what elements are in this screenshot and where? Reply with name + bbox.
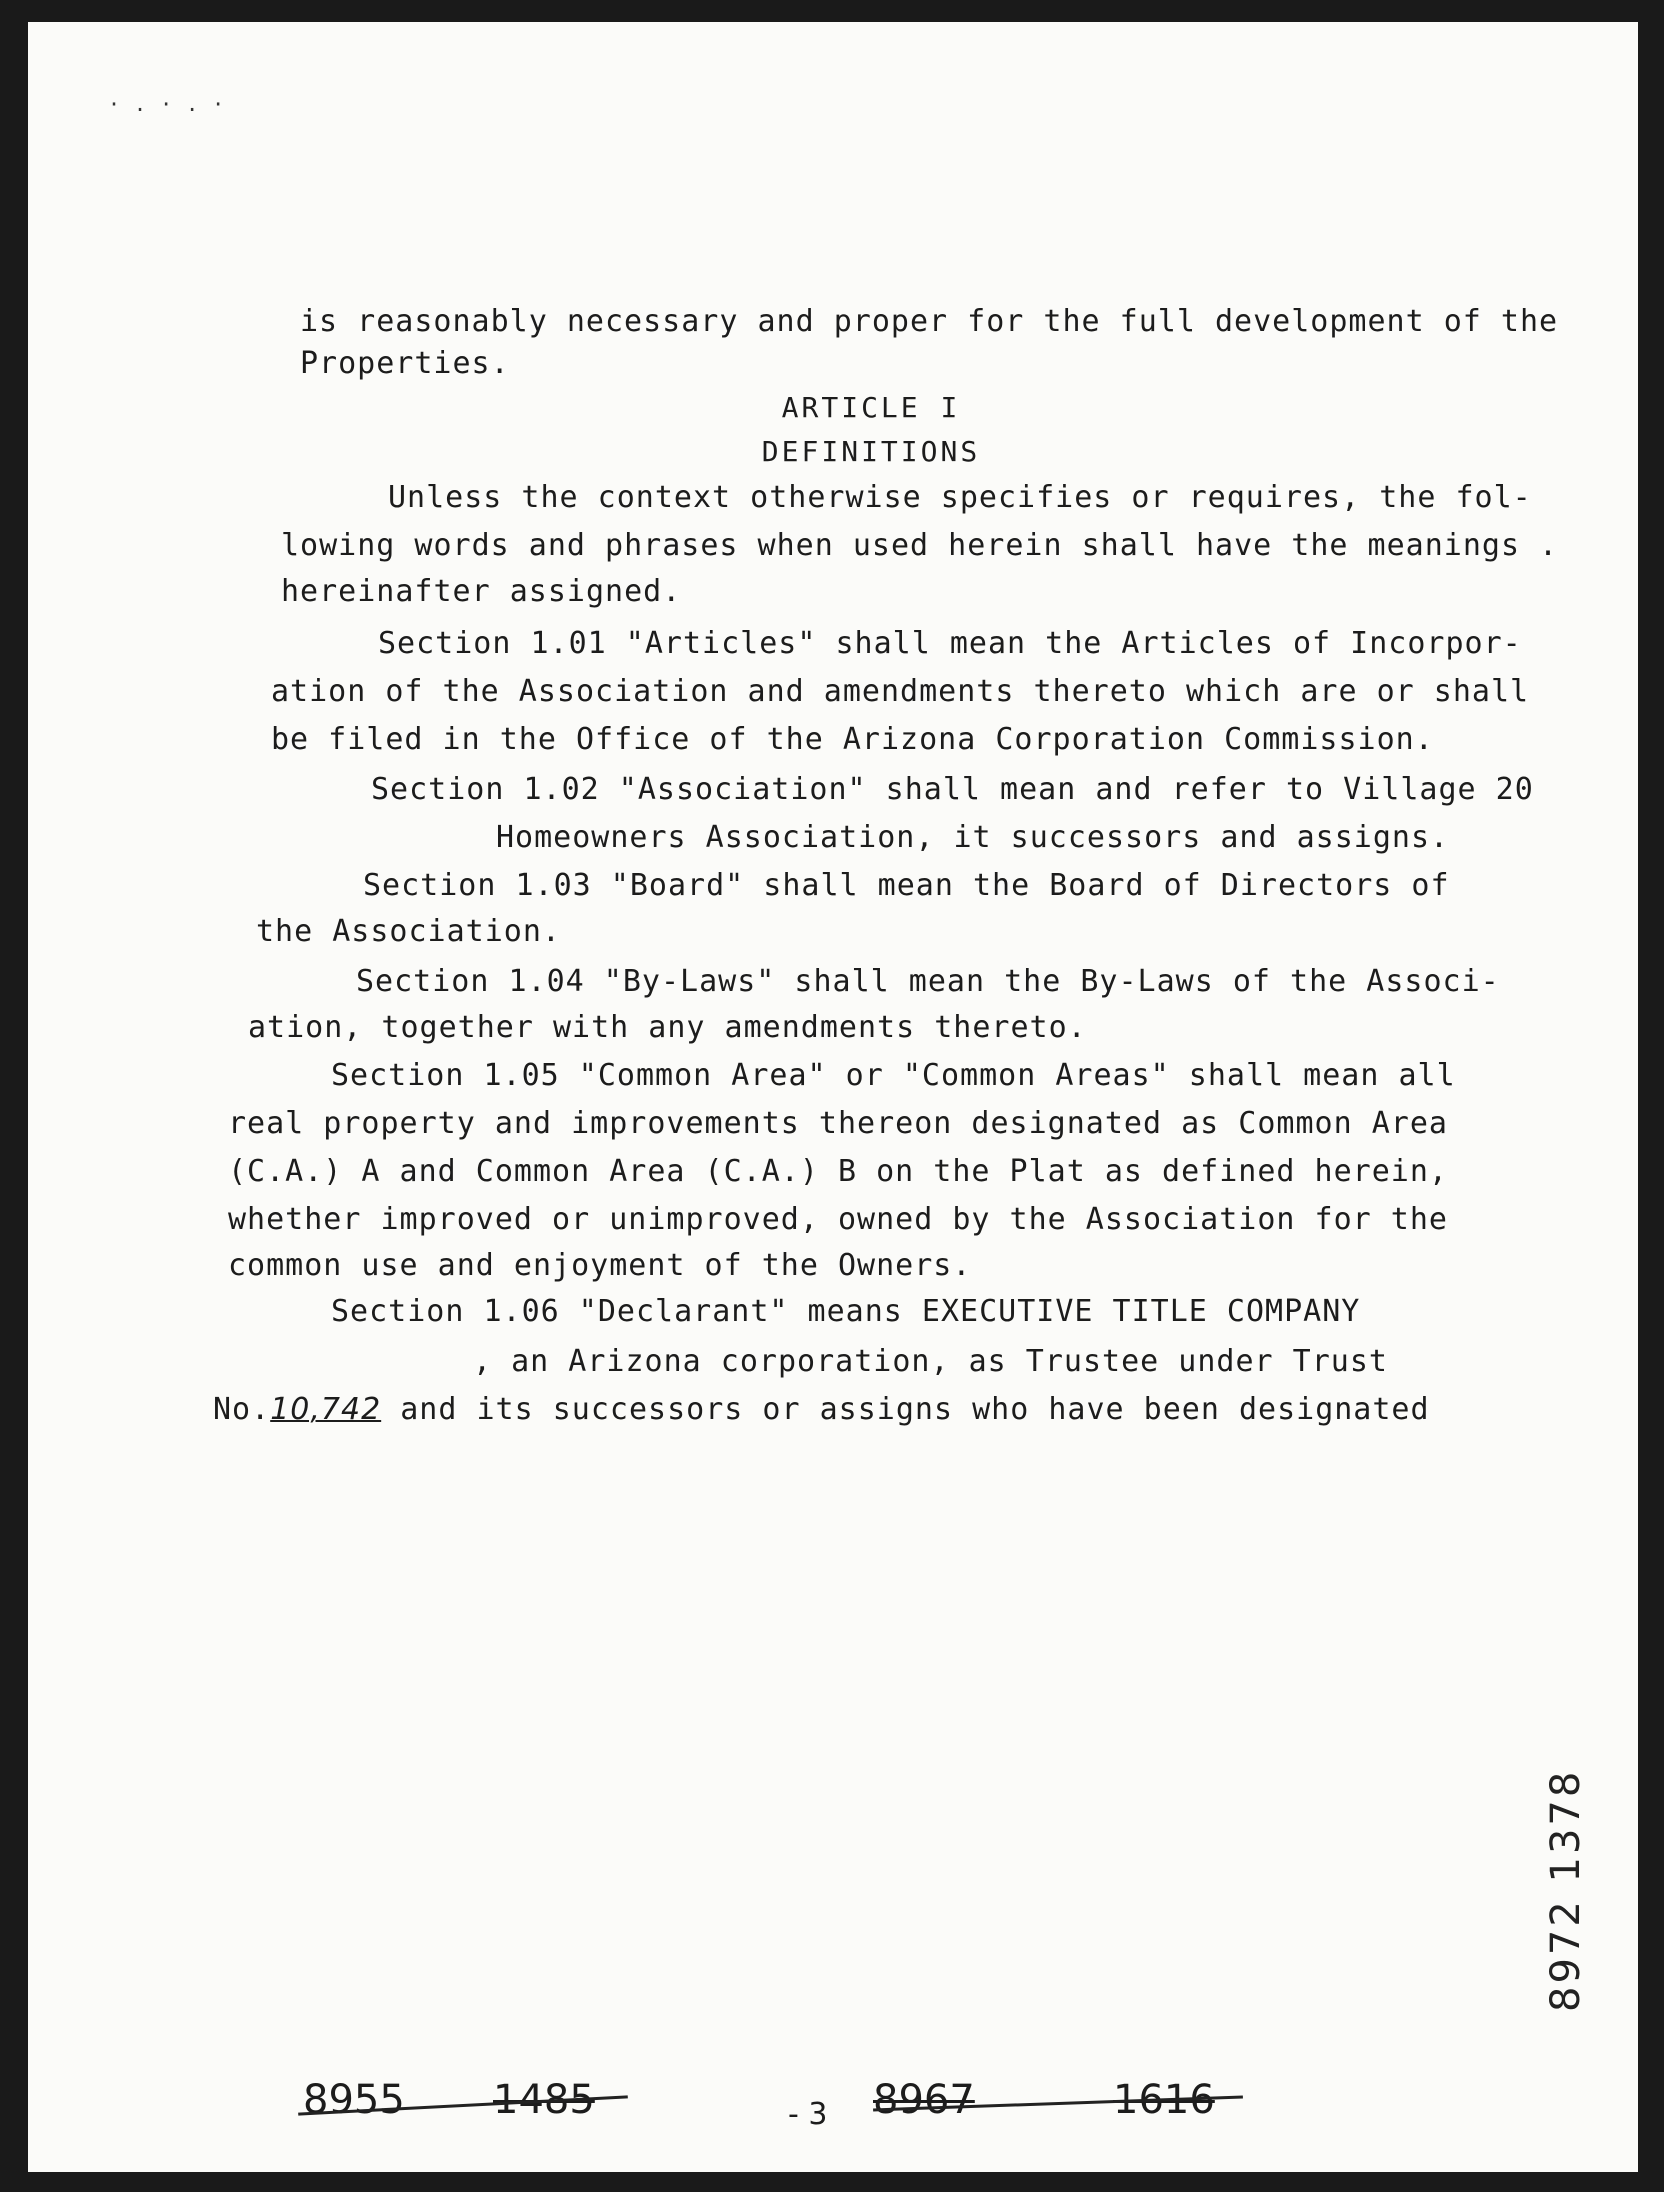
document-page (28, 22, 1638, 2172)
trust-number-handwritten: 10,742 (270, 1392, 382, 1427)
section-1-05-line: (C.A.) A and Common Area (C.A.) B on the Plat as defined herein, (228, 1154, 1448, 1189)
trust-prefix: No. (213, 1392, 271, 1427)
section-1-05-line: Section 1.05 "Common Area" or "Common Areas" shall mean all (331, 1058, 1456, 1093)
intro-line: lowing words and phrases when used herein shall have the meanings . (281, 528, 1559, 563)
section-1-06-line: , an Arizona corporation, as Trustee under Trust (473, 1344, 1388, 1379)
article-title: ARTICLE I (781, 391, 961, 424)
section-1-05-line: common use and enjoyment of the Owners. (228, 1248, 972, 1283)
page-number: - 3 (788, 2097, 828, 2132)
section-1-01-line: ation of the Association and amendments thereto which are or shall (271, 674, 1530, 709)
article-subtitle: DEFINITIONS (761, 435, 981, 468)
side-stamp-container (1543, 1632, 1603, 2012)
text-line: is reasonably necessary and proper for the full development of the (300, 304, 1559, 339)
side-stamp-number: 8972 1378 (1543, 1768, 1589, 2012)
intro-line: hereinafter assigned. (281, 574, 682, 609)
section-1-03-line: the Association. (256, 914, 561, 949)
section-1-03-line: Section 1.03 "Board" shall mean the Board of Directors of (363, 868, 1450, 903)
section-1-02-line: Section 1.02 "Association" shall mean and refer to Village 20 (371, 772, 1534, 807)
section-1-06-line (213, 1392, 1430, 1428)
text-line: Properties. (300, 346, 510, 381)
footer-number-struck: 1616 (1113, 2077, 1215, 2123)
section-1-05-line: real property and improvements thereon designated as Common Area (228, 1106, 1448, 1141)
footer-number-struck: 1485 (493, 2077, 595, 2123)
section-1-01-line: be filed in the Office of the Arizona Corporation Commission. (271, 722, 1434, 757)
section-1-06-line: Section 1.06 "Declarant" means EXECUTIVE TITLE COMPANY (331, 1294, 1361, 1329)
section-1-05-line: whether improved or unimproved, owned by the Association for the (228, 1202, 1448, 1237)
trust-suffix: and its successors or assigns who have been designated (400, 1392, 1430, 1427)
section-1-01-line: Section 1.01 "Articles" shall mean the Articles of Incorpor- (378, 626, 1522, 661)
section-1-02-line: Homeowners Association, it successors and assigns. (496, 820, 1450, 855)
scan-specks: ·.·.· (108, 92, 239, 116)
section-1-04-line: Section 1.04 "By-Laws" shall mean the By-Laws of the Associ- (356, 964, 1500, 999)
footer-number: 8955 (303, 2077, 405, 2123)
footer-number-struck: 8967 (873, 2077, 975, 2123)
section-1-04-line: ation, together with any amendments thereto. (248, 1010, 1087, 1045)
intro-line: Unless the context otherwise specifies or requires, the fol- (388, 480, 1532, 515)
